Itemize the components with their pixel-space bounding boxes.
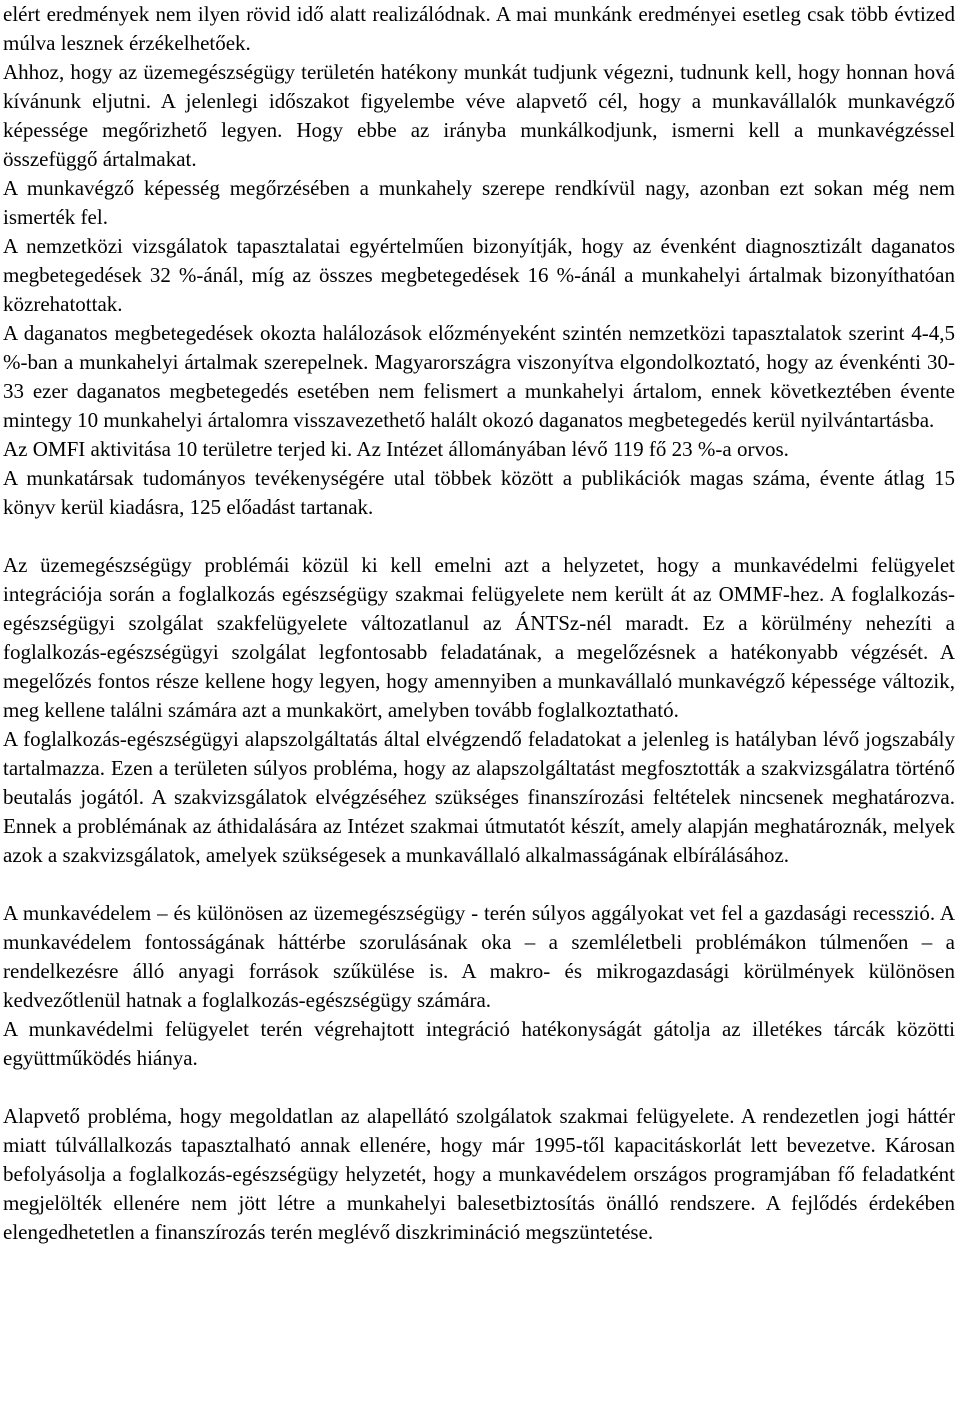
section-spacer	[3, 522, 955, 551]
paragraph: A foglalkozás-egészségügyi alapszolgáltatás által elvégzendő feladatokat a jelenleg is hatályban lévő jogszabály tartalmazza. Ezen a területen súlyos probléma, hogy az alapszolgáltatást megfosztották a szakvizsgálatra történő beutalás jogától. A szakvizsgálatok elvégzéséhez szükséges finanszírozási feltételek nincsenek meghatározva. Ennek a problémának az áthidalására az Intézet szakmai útmutatót készít, amely alapján meghatároznák, melyek azok a szakvizsgálatok, amelyek szükségesek a munkavállaló alkalmasságának elbírálásához.	[3, 727, 955, 867]
section-supervision-problems	[3, 551, 955, 870]
paragraph: A daganatos megbetegedések okozta halálozások előzményeként szintén nemzetközi tapasztalatok szerint 4-4,5 %-ban a munkahelyi ártalmak szerepelnek. Magyarországra viszonyítva elgondolkoztató, hogy az évenkénti 30-33 ezer daganatos megbetegedés esetében nem felismert a munkahelyi ártalom, ennek következtében évente mintegy 10 munkahelyi ártalomra visszavezethető halált okozó daganatos megbetegedés kerül nyilvántartásba.	[3, 321, 955, 432]
paragraph: A munkatársak tudományos tevékenységére utal többek között a publikációk magas száma, évente átlag 15 könyv kerül kiadásra, 125 előadást tartanak.	[3, 466, 955, 519]
document-page	[3, 0, 955, 1247]
section-economic-recession	[3, 899, 955, 1073]
paragraph: A munkavégző képesség megőrzésében a munkahely szerepe rendkívül nagy, azonban ezt sokan még nem ismerték fel.	[3, 176, 955, 229]
paragraph: Alapvető probléma, hogy megoldatlan az alapellátó szolgálatok szakmai felügyelete. A rendezetlen jogi háttér miatt túlvállalkozás tapasztalható annak ellenére, hogy már 1995-től kapacitáskorlát lett bevezetve. Károsan befolyásolja a foglalkozás-egészségügy helyzetét, hogy a munkavédelem országos programjában fő feladatként megjelölték ellenére nem jött létre a munkahelyi balesetbiztosítás önálló rendszere. A fejlődés érdekében elengedhetetlen a finanszírozás terén meglévő diszkrimináció megszüntetése.	[3, 1104, 955, 1244]
section-workplace-health-goals	[3, 0, 955, 522]
paragraph: elért eredmények nem ilyen rövid idő alatt realizálódnak. A mai munkánk eredményei esetleg csak több évtized múlva lesznek érzékelhetőek.	[3, 2, 955, 55]
section-spacer	[3, 870, 955, 899]
paragraph: Az üzemegészségügy problémái közül ki kell emelni azt a helyzetet, hogy a munkavédelmi felügyelet integrációja során a foglalkozás egészségügy szakmai felügyelete nem került át az OMMF-hez. A foglalkozás-egészségügyi szolgálat szakfelügyelete változatlanul az ÁNTSz-nél maradt. Ez a körülmény nehezíti a foglalkozás-egészségügyi szolgálat legfontosabb feladatának, a megelőzésnek a hatékonyabb végzését. A megelőzés fontos része kellene hogy legyen, hogy amennyiben a munkavállaló munkavégző képessége változik, meg kellene találni számára azt a munkakört, amelyben tovább foglalkoztatható.	[3, 553, 955, 722]
paragraph: A munkavédelmi felügyelet terén végrehajtott integráció hatékonyságát gátolja az illetékes tárcák közötti együttműködés hiánya.	[3, 1017, 955, 1070]
paragraph: A nemzetközi vizsgálatok tapasztalatai egyértelműen bizonyítják, hogy az évenként diagnosztizált daganatos megbetegedések 32 %-ánál, míg az összes megbetegedések 16 %-ánál a munkahelyi ártalmak bizonyíthatóan közrehatottak.	[3, 234, 955, 316]
paragraph: A munkavédelem – és különösen az üzemegészségügy - terén súlyos aggályokat vet fel a gazdasági recesszió. A munkavédelem fontosságának háttérbe szorulásának oka – a szemléletbeli problémákon túlmenően – a rendelkezésre álló anyagi források szűkülése is. A makro- és mikrogazdasági körülmények különösen kedvezőtlenül hatnak a foglalkozás-egészségügy számára.	[3, 901, 955, 1012]
paragraph: Ahhoz, hogy az üzemegészségügy területén hatékony munkát tudjunk végezni, tudnunk kell, hogy honnan hová kívánunk eljutni. A jelenlegi időszakot figyelembe véve alapvető cél, hogy a munkavállalók munkavégző képessége megőrizhető legyen. Hogy ebbe az irányba munkálkodjunk, ismerni kell a munkavégzéssel összefüggő ártalmakat.	[3, 60, 955, 171]
section-spacer	[3, 1073, 955, 1102]
section-basic-care-supervision	[3, 1102, 955, 1247]
paragraph: Az OMFI aktivitása 10 területre terjed ki. Az Intézet állományában lévő 119 fő 23 %-a orvos.	[3, 437, 789, 461]
